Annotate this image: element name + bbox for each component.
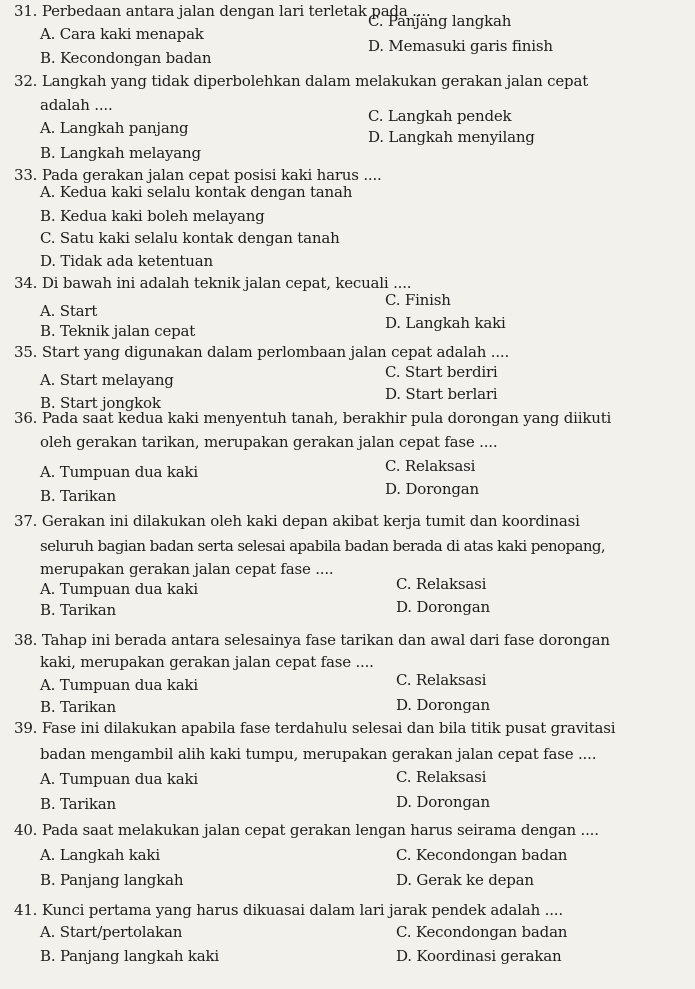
question-39-stem-line2: badan mengambil alih kaki tumpu, merupakan gerakan jalan cepat fase .... (40, 745, 597, 763)
option-c: C. Relaksasi (396, 575, 487, 593)
question-text: Pada gerakan jalan cepat posisi kaki harus .... (41, 166, 382, 184)
question-text: Pada saat kedua kaki menyentuh tanah, berakhir pula dorongan yang diikuti (41, 409, 612, 427)
option-c: C. Relaksasi (396, 671, 487, 689)
question-38-stem (14, 631, 610, 649)
option-a: A. Tumpuan dua kaki (40, 770, 198, 788)
question-number: 36. (14, 409, 38, 427)
option-c: C. Kecondongan badan (396, 846, 568, 864)
question-text: Langkah yang tidak diperbolehkan dalam melakukan gerakan jalan cepat (41, 72, 589, 90)
question-34-stem (14, 274, 411, 292)
question-text: Pada saat melakukan jalan cepat gerakan lengan harus seirama dengan .... (41, 821, 599, 839)
option-b: B. Langkah melayang (40, 144, 201, 162)
question-text: Start yang digunakan dalam perlombaan jalan cepat adalah .... (41, 343, 510, 361)
option-d: D. Dorongan (396, 696, 490, 714)
option-b: B. Kecondongan badan (40, 49, 212, 67)
option-a: A. Tumpuan dua kaki (40, 463, 198, 481)
option-d: D. Tidak ada ketentuan (40, 252, 213, 270)
option-a: A. Start/pertolakan (40, 923, 183, 941)
option-b: B. Teknik jalan cepat (40, 322, 196, 340)
question-text: Perbedaan antara jalan dengan lari terletak pada .... (41, 2, 431, 20)
question-32-stem (14, 72, 588, 90)
option-b: B. Tarikan (40, 698, 117, 716)
question-32-stem-line2: adalah .... (40, 96, 113, 114)
option-a: A. Langkah kaki (40, 846, 160, 864)
option-a: A. Start melayang (40, 371, 174, 389)
option-c: C. Satu kaki selalu kontak dengan tanah (40, 229, 340, 247)
option-c: C. Relaksasi (385, 457, 476, 475)
question-number: 38. (14, 631, 38, 649)
option-a: A. Cara kaki menapak (40, 25, 204, 43)
question-41-stem (14, 901, 563, 919)
question-text: Tahap ini berada antara selesainya fase tarikan dan awal dari fase dorongan (41, 631, 610, 649)
question-text: Di bawah ini adalah teknik jalan cepat, kecuali .... (41, 274, 412, 292)
option-a: A. Start (40, 302, 98, 320)
option-c: C. Relaksasi (396, 768, 487, 786)
question-40-stem (14, 821, 599, 839)
option-b: B. Panjang langkah kaki (40, 947, 219, 965)
question-text: Kunci pertama yang harus dikuasai dalam lari jarak pendek adalah .... (41, 901, 563, 919)
question-number: 33. (14, 166, 38, 184)
question-number: 35. (14, 343, 38, 361)
question-36-stem-line2: oleh gerakan tarikan, merupakan gerakan jalan cepat fase .... (40, 433, 498, 451)
option-d: D. Langkah menyilang (368, 128, 535, 146)
option-a: A. Langkah panjang (40, 119, 189, 137)
question-number: 40. (14, 821, 38, 839)
question-33-stem (14, 166, 382, 184)
question-37-stem (14, 512, 580, 530)
option-c: C. Panjang langkah (368, 12, 512, 30)
option-d: D. Start berlari (385, 385, 498, 403)
option-c: C. Langkah pendek (368, 107, 512, 125)
option-b: B. Tarikan (40, 487, 117, 505)
option-d: D. Dorongan (396, 598, 490, 616)
question-number: 32. (14, 72, 38, 90)
option-d: D. Memasuki garis finish (368, 37, 553, 55)
option-b: B. Kedua kaki boleh melayang (40, 207, 265, 225)
question-number: 37. (14, 512, 38, 530)
question-37-stem-line3: merupakan gerakan jalan cepat fase .... (40, 560, 334, 578)
option-c: C. Finish (385, 291, 451, 309)
question-37-stem-line2: seluruh bagian badan serta selesai apabila badan berada di atas kaki penopang, (40, 537, 606, 555)
option-d: D. Dorongan (385, 480, 479, 498)
option-a: A. Kedua kaki selalu kontak dengan tanah (40, 183, 353, 201)
question-38-stem-line2: kaki, merupakan gerakan jalan cepat fase .... (40, 653, 374, 671)
question-number: 34. (14, 274, 38, 292)
option-b: B. Start jongkok (40, 394, 161, 412)
question-number: 41. (14, 901, 38, 919)
option-c: C. Start berdiri (385, 363, 498, 381)
question-text: Fase ini dilakukan apabila fase terdahulu selesai dan bila titik pusat gravitasi (41, 719, 616, 737)
option-a: A. Tumpuan dua kaki (40, 676, 198, 694)
option-b: B. Panjang langkah (40, 871, 184, 889)
option-d: D. Koordinasi gerakan (396, 947, 562, 965)
question-number: 39. (14, 719, 38, 737)
question-text: Gerakan ini dilakukan oleh kaki depan akibat kerja tumit dan koordinasi (41, 512, 580, 530)
question-35-stem (14, 343, 509, 361)
question-39-stem (14, 719, 615, 737)
option-a: A. Tumpuan dua kaki (40, 580, 198, 598)
option-d: D. Langkah kaki (385, 314, 506, 332)
option-c: C. Kecondongan badan (396, 923, 568, 941)
option-d: D. Gerak ke depan (396, 871, 534, 889)
option-d: D. Dorongan (396, 793, 490, 811)
option-b: B. Tarikan (40, 795, 117, 813)
question-number: 31. (14, 2, 38, 20)
question-36-stem (14, 409, 611, 427)
option-b: B. Tarikan (40, 601, 117, 619)
